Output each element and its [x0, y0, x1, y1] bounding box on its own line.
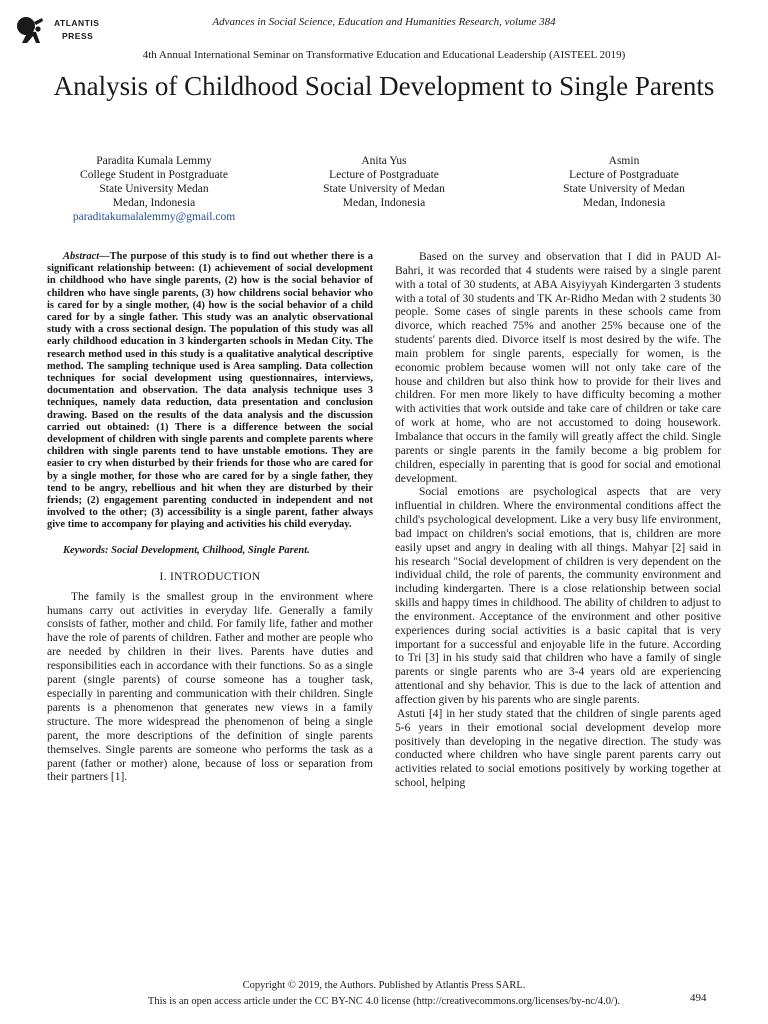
keywords: Keywords: Social Development, Chilhood, Single Parent.	[63, 544, 310, 556]
author-institution: State University of Medan	[323, 183, 445, 195]
body-paragraph-1: Based on the survey and observation that I did in PAUD Al-Bahri, it was recorded that 4 students were raised by a single parent with a total of 30 students, at ABA Aisyiyyah Kindergarten 3 students with a total of 30 students and TK Ar-Ridho Medan with 2 students 30 people. Some cases of single parents in these schools came from divorce, which reached 75% and another 25% because one of the students' parents died. Divorce itself is most desired by the wife. The main problem for single parents, especially for women, is the economic problem because women will not only take care of the house and children but also think how to provide for their lives and children. For men more likely to have difficulty becoming a mother with activities that work outside and take care of children or take care of work at home, who are not accustomed to doing housework. Imbalance that occurs in the family will greatly affect the child. Single parents or single parents in the family become a big problem for children, especially in parenting that is good for social and emotional development.	[395, 251, 721, 485]
body-paragraph-2: Social emotions are psychological aspects that are very influential in children. Where the environmental conditions affect the child's psychological development. Like a very busy life environment, bad impact on children's social emotions, that is, children are more easily upset and angry in dealing with all things. Mahyar [2] said in his research "Social development of children is very dependent on the individual child, the role of parents, the community environment and including kindergarten. There is a close relationship between social skills and happy times in childhood. The ability of children to adjust to the environment. Acceptance of the environment and other positive experiences during social activities is a basic capital that is very important for a successful and enjoyable life in the future. According to Tri [3] in his study said that children who have a family of single parents or single parents who are 3-4 years old are experiencing attentional and shy behavior. This is due to the lack of attention and affection given by his parents who are single parents.	[395, 486, 721, 706]
author-name: Paradita Kumala Lemmy	[96, 155, 212, 167]
right-column	[395, 251, 721, 791]
conference-header: 4th Annual International Seminar on Transformative Education and Educational Leadership (AISTEEL 2019)	[142, 49, 626, 61]
author-role: Lecture of Postgraduate	[329, 169, 439, 181]
logo-text-press: PRESS	[62, 31, 94, 41]
author-block-3	[510, 154, 738, 210]
author-location: Medan, Indonesia	[582, 197, 666, 209]
author-institution: State University of Medan	[563, 183, 685, 195]
intro-paragraph: The family is the smallest group in the environment where humans carry out activities in everyday life. Generally a family consists of father, mother and child. For family life, father and mother have the role of parents of children. Father and mother are people who are needed by children in their lives. Parents have duties and responsibilities each in accordance with their functions. So as a single parent (single parents) of course someone has a tougher task, especially in parenting and communication with their children. Single parents is a phenomenon that generates new views in a family structure. The more widespread the phenomenon of being a single parent, the more descriptions of the definition of single parents themselves. Single parents are someone who performs the task as a parent (father or mother) alone, because of loss or separation from their partners [1].	[47, 590, 373, 784]
abstract	[47, 251, 373, 532]
author-email-link[interactable]: paraditakumalalemmy@gmail.com	[72, 211, 236, 223]
author-role: College Student in Postgraduate	[80, 169, 228, 181]
abstract-label: Abstract	[63, 251, 100, 262]
journal-header: Advances in Social Science, Education and Humanities Research, volume 384	[212, 16, 556, 28]
abstract-text: —The purpose of this study is to find out whether there is a significant relationship between: (1) achievement of social development in childhood who have single parents, (2) how is the social behavior of children who have single parents, (3) how childrens social behavior who is cared for by a single mother, (4) how is the social behavior of a child cared for by a single father. This study was an analytic observational study with a cross sectional design. The population of this study was all early childhood education in 3 kindergarten schools in Medan City. The research method used in this study is a qualitative analytical descriptive method. The sampling technique used is Area sampling. Data collection techniques for social development using questionnaires, interviews, documentation and observation. The data analysis technique uses 3 techniques, namely data reduction, data presentation and conclusion drawing. Based on the results of the data analysis and the discussion carried out obtained: (1) There is a difference between the social development of children with single parents and complete parents where children with single parents tend to have unstable emotions. They are easier to cry when disturbed by their friends for those who are cared for by a single mother, for those who are cared for by a single father, they tend to be angry, rebellious and hit when they are disturbed by their friends; (2) engagement parenting conducted in independent and not involved to the other; (3) accessibility is a single parent, father always give time to accompany for playing and activities his child everyday.	[47, 251, 373, 531]
license-notice: This is an open access article under the CC BY-NC 4.0 license (http://creativecommons.org/licenses/by-nc/4.0/).	[147, 996, 621, 1007]
logo-text-atlantis: ATLANTIS	[54, 18, 100, 28]
paper-title: Analysis of Childhood Social Development to Single Parents	[53, 71, 715, 101]
author-location: Medan, Indonesia	[112, 197, 196, 209]
author-block-1	[40, 154, 268, 224]
author-block-2	[270, 154, 498, 210]
copyright-notice: Copyright © 2019, the Authors. Published by Atlantis Press SARL.	[242, 980, 526, 991]
body-paragraph-3: Astuti [4] in her study stated that the children of single parents aged 5-6 years in their emotional social development develop more positively than developing in the negative direction. The study was conducted where children who have single parent parents carry out activities related to social emotions positively by working together at school, helping	[395, 707, 721, 790]
section-heading-introduction: I. INTRODUCTION	[159, 570, 261, 583]
author-name: Asmin	[608, 155, 640, 167]
page-number: 494	[690, 992, 707, 1004]
author-role: Lecture of Postgraduate	[569, 169, 679, 181]
author-institution: State University Medan	[99, 183, 209, 195]
author-location: Medan, Indonesia	[342, 197, 426, 209]
author-name: Anita Yus	[361, 155, 407, 167]
left-column	[47, 251, 373, 785]
